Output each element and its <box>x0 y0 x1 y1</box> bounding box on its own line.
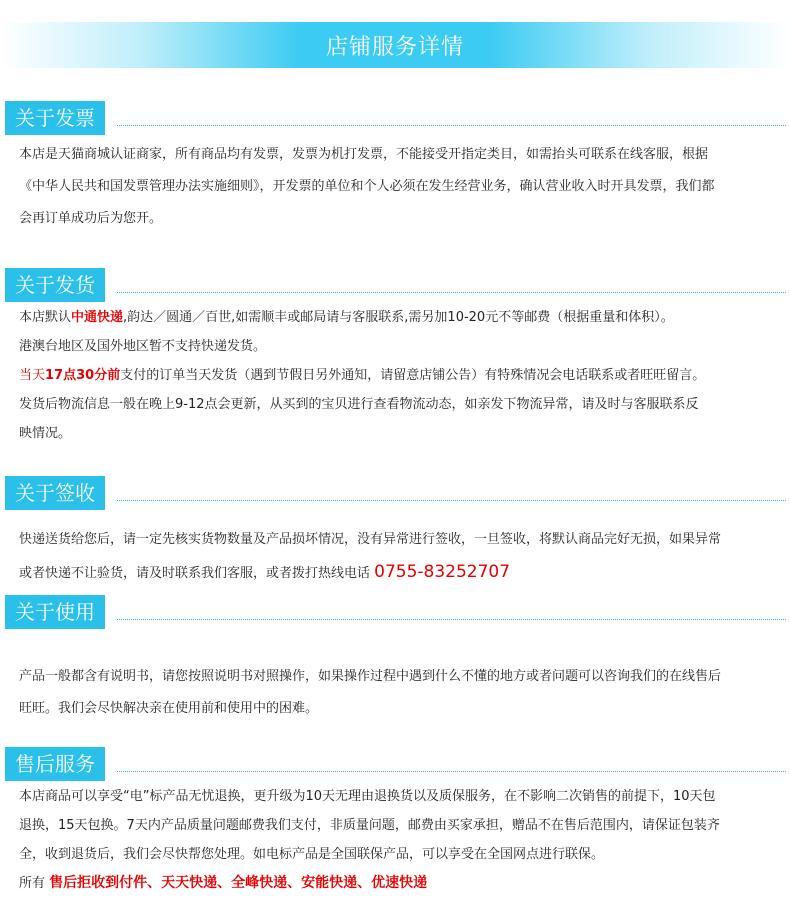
hotline-phone: 0755-83252707 <box>374 562 511 582</box>
rejected-couriers-list: 售后拒收到付件、天天快递、全峰快递、安能快递、优速快递 <box>49 875 428 891</box>
shipping-line-3-pre: 当天 <box>19 368 46 383</box>
signing-line-2-pre: 或者快递不让验货，请及时联系我们客服，或者拨打热线电话 <box>19 566 375 581</box>
signing-text <box>19 524 783 590</box>
page-banner <box>0 22 790 68</box>
usage-text <box>19 661 783 725</box>
shipping-text <box>19 303 783 448</box>
page-title: 店铺服务详情 <box>325 34 464 60</box>
aftersales-line-1: 本店商品可以享受“电”标产品无忧退换，更升级为10天无理由退换货以及质保服务，在不影响二次销售的前提下，10天包 <box>19 789 716 804</box>
shipping-line-1 <box>19 303 783 332</box>
invoice-line-1: 本店是天猫商城认证商家，所有商品均有发票，发票为机打发票，不能接受开指定类目，如需抬头可联系在线客服，根据 <box>19 147 709 162</box>
shipping-line-1-pre: 本店默认 <box>19 310 72 325</box>
invoice-text <box>19 139 783 235</box>
shipping-line-2: 港澳台地区及国外地区暂不支持快递发货。 <box>19 339 267 354</box>
usage-line-2: 旺旺。我们会尽快解决亲在使用前和使用中的困难。 <box>19 701 319 716</box>
shipping-line-1-post: ,韵达／圆通／百世,如需顺丰或邮局请与客服联系,需另加10-20元不等邮费（根据重量和体积）。 <box>123 310 674 325</box>
section-tab-shipping: 关于发货 <box>5 268 105 302</box>
dotted-divider <box>117 619 786 620</box>
invoice-line-2: 《中华人民共和国发票管理办法实施细则》，开发票的单位和个人必须在发生经营业务，确认营业收入时开具发票，我们都 <box>19 179 715 194</box>
shipping-line-5: 映情况。 <box>19 426 72 441</box>
section-header-signing <box>5 476 790 510</box>
aftersales-line-2: 退换，15天包换。7天内产品质量问题邮费我们支付，非质量问题，邮费由买家承担，赠品不在售后范围内，请保证包装齐 <box>19 818 720 833</box>
section-tab-signing: 关于签收 <box>5 476 105 510</box>
dotted-divider <box>117 292 786 293</box>
section-tab-usage: 关于使用 <box>5 595 105 629</box>
section-header-aftersales <box>5 747 790 781</box>
signing-line-2 <box>19 556 783 590</box>
default-courier-highlight: 中通快递 <box>71 310 124 325</box>
dotted-divider <box>117 771 786 772</box>
aftersales-line-3: 全，收到退货后，我们会尽快帮您处理。如电标产品是全国联保产品，可以享受在全国网点进行联保。 <box>19 847 605 862</box>
section-header-invoice <box>5 101 790 135</box>
shipping-line-3-post: 支付的订单当天发货（遇到节假日另外通知，请留意店铺公告）有特殊情况会电话联系或者旺旺留言。 <box>120 368 706 383</box>
section-tab-aftersales: 售后服务 <box>5 747 105 781</box>
shipping-line-3 <box>19 361 783 390</box>
section-header-shipping <box>5 268 790 302</box>
invoice-line-3: 会再订单成功后为您开。 <box>19 211 163 226</box>
section-tab-invoice: 关于发票 <box>5 101 105 135</box>
cutoff-time-highlight: 17点30分前 <box>45 368 121 383</box>
section-header-usage <box>5 595 790 629</box>
aftersales-text <box>19 782 783 898</box>
dotted-divider <box>117 500 786 501</box>
signing-line-1: 快递送货给您后，请一定先核实货物数量及产品损坏情况，没有异常进行签收，一旦签收，将默认商品完好无损，如果异常 <box>19 532 722 547</box>
shipping-line-4: 发货后物流信息一般在晚上9-12点会更新，从买到的宝贝进行查看物流动态，如亲发下物流异常，请及时与客服联系反 <box>19 397 699 412</box>
aftersales-line-4 <box>19 869 783 898</box>
usage-line-1: 产品一般都含有说明书，请您按照说明书对照操作，如果操作过程中遇到什么不懂的地方或者问题可以咨询我们的在线售后 <box>19 669 722 684</box>
aftersales-line-4-pre: 所有 <box>19 876 50 891</box>
dotted-divider <box>117 125 786 126</box>
